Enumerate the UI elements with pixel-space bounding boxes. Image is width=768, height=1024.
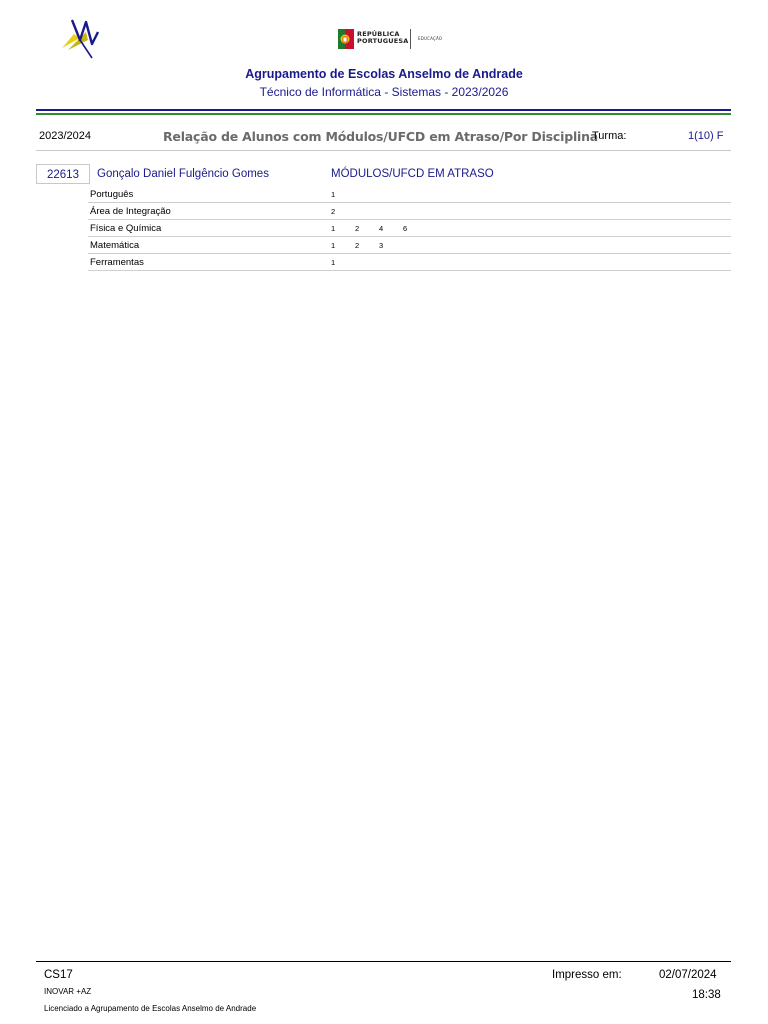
school-logo (58, 14, 108, 62)
subject-row (88, 186, 731, 203)
turma-value: 1(10) F (688, 130, 724, 142)
footer-rule (36, 961, 731, 962)
printed-date: 02/07/2024 (659, 969, 717, 981)
gov-line2: PORTUGUESA (357, 37, 409, 45)
module-number: 4 (379, 224, 384, 233)
module-number: 1 (331, 258, 336, 267)
gov-separator (410, 29, 411, 49)
module-number: 1 (331, 241, 336, 250)
school-year: 2023/2024 (39, 130, 91, 142)
license-text: Licenciado a Agrupamento de Escolas Anselmo de Andrade (44, 1004, 257, 1013)
subject-row (88, 254, 731, 271)
school-name: Agrupamento de Escolas Anselmo de Andrade (245, 67, 523, 81)
gov-line1: REPÚBLICA (357, 30, 400, 38)
subject-name: Matemática (90, 240, 140, 251)
subject-row (88, 220, 731, 237)
module-number: 6 (403, 224, 408, 233)
title-divider (36, 150, 731, 151)
module-number: 2 (355, 241, 360, 250)
government-logo (338, 27, 448, 51)
module-number: 2 (331, 207, 336, 216)
printed-time: 18:38 (692, 989, 721, 1001)
course-name: Técnico de Informática - Sistemas - 2023/2026 (259, 85, 509, 99)
module-number: 3 (379, 241, 384, 250)
gov-department: EDUCAÇÃO (418, 36, 443, 41)
subject-name: Português (90, 189, 134, 200)
modules-heading: MÓDULOS/UFCD EM ATRASO (331, 168, 494, 180)
subject-name: Ferramentas (90, 257, 144, 268)
student-name: Gonçalo Daniel Fulgêncio Gomes (97, 168, 269, 180)
subject-name: Física e Química (90, 223, 162, 234)
student-number: 22613 (36, 164, 90, 184)
subjects-table (88, 186, 731, 271)
subject-name: Área de Integração (90, 206, 171, 217)
flag-emblem-icon (338, 29, 354, 49)
header-rule-blue (36, 109, 731, 111)
report-code: CS17 (44, 969, 73, 981)
module-number: 1 (331, 190, 336, 199)
report-title: Relação de Alunos com Módulos/UFCD em Atraso/Por Disciplina (163, 129, 599, 144)
module-number: 2 (355, 224, 360, 233)
printed-label: Impresso em: (552, 969, 622, 981)
application-name: INOVAR +AZ (44, 987, 92, 996)
subject-row (88, 203, 731, 220)
module-number: 1 (331, 224, 336, 233)
subject-row (88, 237, 731, 254)
turma-label: Turma: (592, 130, 627, 142)
header-rule-green (36, 113, 731, 115)
